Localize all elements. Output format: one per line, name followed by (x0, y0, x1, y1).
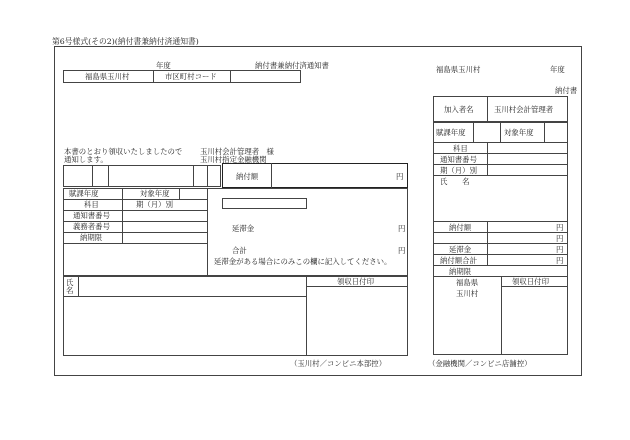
stub-due-date-label: 納期限 (449, 267, 472, 276)
stub-total-yen: 円 (556, 256, 564, 265)
doc-title: 納付書兼納付済通知書 (255, 61, 329, 70)
name-label-1: 氏 (66, 278, 74, 287)
amount-input[interactable] (222, 198, 307, 209)
code-digits[interactable] (63, 165, 221, 187)
main-footer: （玉川村／コンビニ本部控） (290, 359, 387, 368)
stub-pref-label: 福島県 (456, 278, 479, 287)
municipality-name: 福島県玉川村 (85, 72, 130, 81)
addressee-line2: 玉川村指定金融機関 (200, 155, 267, 164)
stub-notice-number-label: 通知書番号 (440, 155, 477, 164)
stub-name-label: 氏 名 (440, 177, 470, 186)
stub-tax-year-label: 賦課年度 (436, 128, 466, 137)
notice-number-label: 通知書番号 (73, 211, 110, 220)
late-fee-yen: 円 (398, 224, 406, 233)
stub-municipality: 福島県玉川村 (436, 65, 481, 74)
due-date-label: 納期限 (80, 233, 103, 242)
stub-payment-yen: 円 (556, 223, 564, 232)
stub-payment-amount-label: 納付額 (449, 223, 472, 232)
subscriber-name-value: 玉川村会計管理者 (494, 105, 554, 114)
payment-amount-label: 納付額 (236, 172, 259, 181)
form-title: 第6号様式(その2)(納付書兼納付済通知書) (52, 37, 199, 46)
stub-total-label: 納付額合計 (440, 256, 477, 265)
period-label: 期（月）別 (136, 200, 173, 209)
tax-year-label: 賦課年度 (69, 189, 99, 198)
municipal-code-field[interactable] (232, 73, 298, 81)
name-field[interactable] (80, 280, 304, 294)
receipt-stamp-label: 領収日付印 (337, 277, 374, 286)
stub-late-fee-yen: 円 (556, 245, 564, 254)
total-label: 合計 (232, 246, 247, 255)
year-label: 年度 (156, 61, 171, 70)
receipt-notice-line2: 通知します。 (64, 155, 108, 164)
stub-late-fee-label: 延滞金 (449, 245, 472, 254)
stub-year-label: 年度 (550, 65, 565, 74)
subscriber-name-label: 加入者名 (444, 105, 474, 114)
obligor-number-label: 義務者番号 (73, 222, 110, 231)
stub-footer: （金融機関／コンビニ店舗控） (428, 359, 532, 368)
payment-amount-yen: 円 (396, 172, 404, 181)
total-yen: 円 (398, 246, 406, 255)
municipal-code-label: 市区町村コード (165, 72, 217, 81)
stub-blank-yen: 円 (556, 234, 564, 243)
late-fee-label: 延滞金 (232, 224, 255, 233)
stub-doc-type: 納付書 (555, 86, 578, 95)
addressee-line1: 玉川村会計管理者 様 (200, 147, 274, 156)
late-fee-note: 延滞金がある場合にのみこの欄に記入してください。 (214, 257, 392, 266)
stub-item-label: 科目 (453, 144, 468, 153)
stub-village-label: 玉川村 (456, 289, 479, 298)
stub-target-year-label: 対象年度 (504, 128, 534, 137)
item-label: 科目 (84, 200, 99, 209)
target-year-label: 対象年度 (140, 189, 170, 198)
stub-receipt-stamp-label: 領収日付印 (512, 277, 549, 286)
receipt-notice-line1: 本書のとおり領収いたしましたので (64, 147, 183, 156)
stub-period-label: 期（月）別 (440, 166, 477, 175)
name-label-2: 名 (66, 286, 74, 295)
